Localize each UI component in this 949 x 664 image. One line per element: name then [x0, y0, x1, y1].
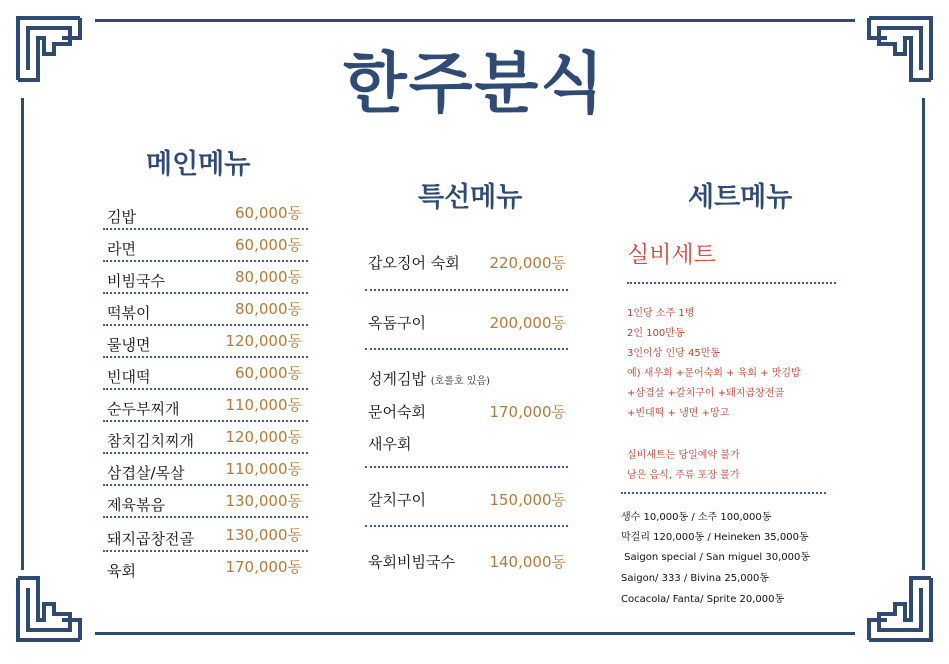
special-item-price: 170,000동: [489, 403, 566, 421]
special-item-price: 150,000동: [489, 491, 566, 509]
menu-item-name: 순두부찌개: [107, 400, 180, 418]
frame-top-line: [95, 19, 855, 22]
menu-item-name: 떡볶이: [107, 304, 151, 322]
special-item-name: 육회비빔국수: [368, 553, 455, 571]
section-title-special: 특선메뉴: [418, 182, 523, 213]
menu-item-price: 120,000동: [225, 332, 302, 350]
menu-item-price: 120,000동: [225, 428, 302, 446]
set-menu-line: +빈대떡 + 냉면 +망고: [627, 408, 730, 419]
menu-item-price: 60,000동: [235, 364, 302, 382]
frame-bottom-line: [95, 632, 855, 635]
special-item-name: 갈치구이: [368, 491, 426, 509]
set-menu-note: 실비세트는 당일예약 불가: [627, 450, 740, 461]
special-item-label: 성게김밥: [368, 370, 426, 388]
corner-ornament-bottom-left: [14, 574, 84, 644]
special-item-name: 새우회: [368, 435, 412, 453]
menu-item-price: 110,000동: [225, 460, 302, 478]
menu-item: [103, 420, 308, 454]
set-menu-line: 예) 새우회 +문어숙회 + 육회 + 맛김밥: [627, 368, 801, 379]
special-item-name: 갑오징어 숙회: [368, 254, 460, 272]
drink-line: Cocacola/ Fanta/ Sprite 20,000동: [621, 594, 785, 605]
special-item-note: (호롤호 있음): [430, 376, 491, 387]
set-menu-note: 남은 음식, 주류 포장 불가: [627, 470, 740, 481]
menu-item-name: 제육볶음: [107, 496, 165, 514]
special-item-price: 200,000동: [489, 314, 566, 332]
special-item-price: 140,000동: [489, 553, 566, 571]
menu-item-price: 130,000동: [225, 526, 302, 544]
set-divider: [627, 282, 836, 284]
set-menu-line: 2인 100만동: [627, 328, 685, 339]
drink-line: 막걸리 120,000동 / Heineken 35,000동: [621, 532, 809, 543]
set-menu-name: 실비세트: [627, 242, 716, 268]
set-menu-line: 3인이상 인당 45만동: [627, 348, 721, 359]
menu-item-name: 돼지곱창전골: [107, 530, 194, 548]
special-item-price: 220,000동: [489, 254, 566, 272]
frame-left-line: [21, 98, 24, 570]
drink-line: Saigon special / San miguel 30,000동: [621, 552, 810, 563]
drink-line: Saigon/ 333 / Bivina 25,000동: [621, 573, 770, 584]
menu-item: [103, 324, 308, 358]
menu-item-price: 60,000동: [235, 204, 302, 222]
menu-item: [103, 196, 308, 230]
menu-item: [103, 292, 308, 326]
menu-item: [103, 356, 308, 390]
set-menu-line: 1인당 소주 1병: [627, 308, 695, 319]
menu-item-price: 130,000동: [225, 492, 302, 510]
special-divider: [365, 348, 568, 350]
menu-item: [103, 452, 308, 486]
menu-item-price: 80,000동: [235, 268, 302, 286]
special-divider: [365, 289, 568, 291]
corner-ornament-bottom-right: [865, 574, 935, 644]
menu-item: [103, 550, 308, 582]
special-divider: [365, 466, 568, 468]
frame-right-line: [922, 98, 925, 570]
menu-item: [103, 260, 308, 294]
section-title-set: 세트메뉴: [688, 182, 793, 213]
menu-item: [103, 228, 308, 262]
menu-item-name: 김밥: [107, 208, 136, 226]
menu-item-name: 빈대떡: [107, 368, 151, 386]
menu-item-price: 110,000동: [225, 396, 302, 414]
restaurant-title: 한주분식: [342, 45, 607, 122]
special-item-name: 문어숙회: [368, 403, 426, 421]
set-menu-line: +삼겹살 +갈치구이 +돼지곱창전골: [627, 388, 785, 399]
menu-item-price: 80,000동: [235, 300, 302, 318]
menu-item-name: 라면: [107, 240, 136, 258]
menu-item: [103, 518, 308, 552]
section-title-main: 메인메뉴: [146, 149, 251, 180]
menu-item-price: 170,000동: [225, 558, 302, 576]
menu-item-name: 참치김치찌개: [107, 432, 194, 450]
special-item-name: 옥돔구이: [368, 314, 426, 332]
menu-item: [103, 388, 308, 422]
menu-item: [103, 484, 308, 518]
menu-item-name: 물냉면: [107, 336, 151, 354]
menu-item-price: 60,000동: [235, 236, 302, 254]
drinks-divider: [621, 492, 826, 494]
menu-item-name: 육회: [107, 562, 136, 580]
menu-item-name: 비빔국수: [107, 272, 165, 290]
special-divider: [365, 525, 568, 527]
special-item-name: [368, 368, 490, 389]
drink-line: 생수 10,000동 / 소주 100,000동: [621, 512, 772, 523]
menu-item-name: 삼겹살/목살: [107, 464, 185, 482]
